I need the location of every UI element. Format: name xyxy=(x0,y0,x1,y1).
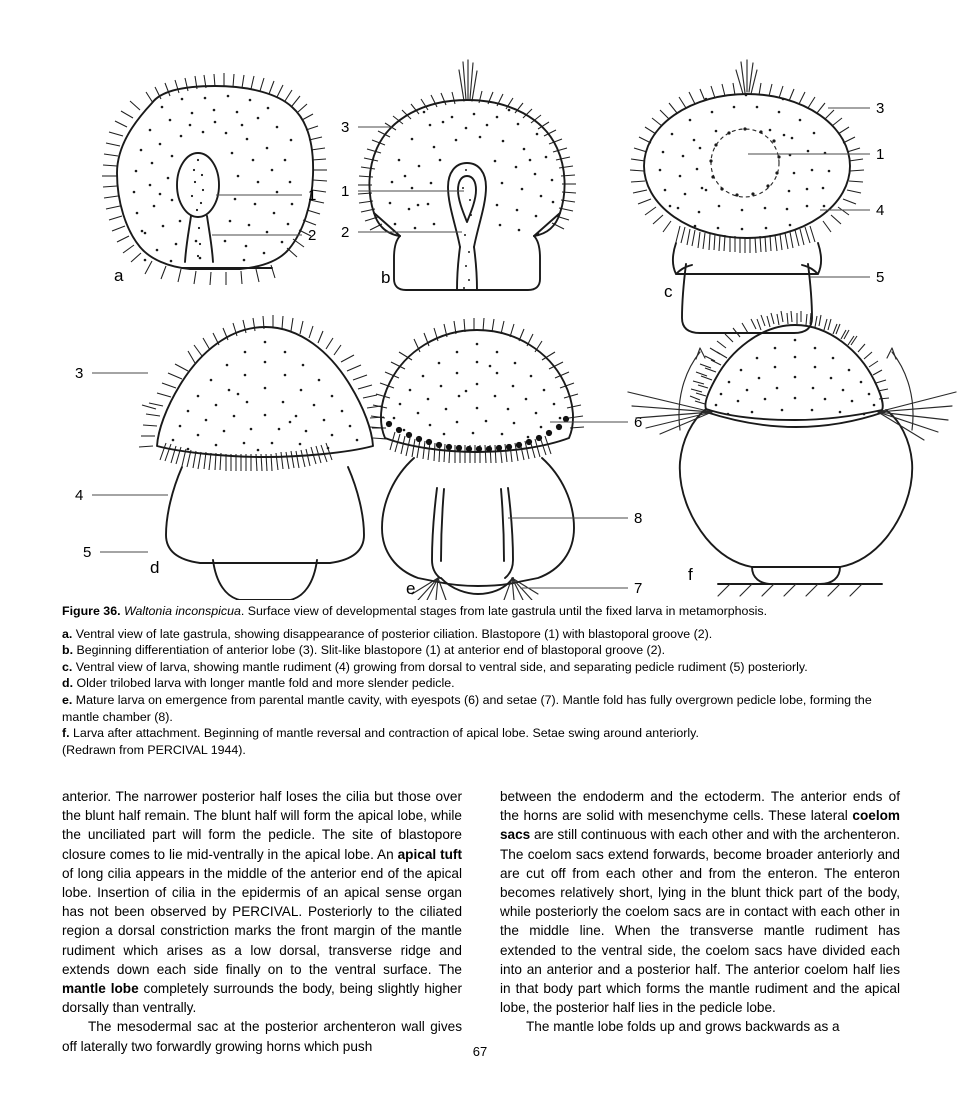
emphasis-term: mantle lobe xyxy=(62,981,139,997)
mantle-fold-d xyxy=(166,467,364,563)
callout-e-6: 6 xyxy=(634,414,643,431)
panel-letter-e: e xyxy=(406,579,416,598)
stipple-texture-d xyxy=(172,341,359,452)
cilia-fringe-b xyxy=(358,91,576,230)
blastopore-a xyxy=(177,153,219,217)
pedicle-shoulder-left-c xyxy=(676,265,692,274)
blastoporal-groove-b xyxy=(457,247,477,290)
caption-text-c: Ventral view of larva, showing mantle rudiment (4) growing from dorsal to ventral side, and separating pedicle rudiment (5) posteriorly. xyxy=(75,659,808,674)
pedicle-shoulder-right-c xyxy=(802,265,818,274)
blastopore-inner-slit-b xyxy=(458,176,476,222)
cilia-fringe-a xyxy=(102,73,327,285)
emphasis-term: apical tuft xyxy=(397,846,462,862)
panel-letter-b: b xyxy=(381,268,391,287)
gastrula-outline-a xyxy=(117,86,313,269)
caption-line-b xyxy=(62,642,900,659)
figure-panel-a xyxy=(102,73,327,285)
callout-b-2: 2 xyxy=(341,224,350,241)
caption-text-d: Older trilobed larva with longer mantle fold and more slender pedicle. xyxy=(76,676,455,691)
caption-line-e xyxy=(62,692,900,725)
body-paragraph xyxy=(500,1017,900,1036)
caption-text-b: Beginning differentiation of anterior lobe (3). Slit-like blastopore (1) at anterior end of blastoporal groove (2). xyxy=(76,643,666,658)
pedicle-lobe-inner-right-e xyxy=(505,488,513,578)
callout-d-3: 3 xyxy=(75,365,84,382)
panel-letter-a: a xyxy=(114,266,124,285)
figure-species: Waltonia inconspicua xyxy=(123,604,241,618)
figure-number: Figure 36. xyxy=(62,604,121,618)
body-paragraph xyxy=(500,787,900,1017)
mantle-rudiment-c xyxy=(673,243,821,274)
figure-panel-d xyxy=(75,315,387,600)
body-column-right xyxy=(500,787,900,1056)
caption-label-c: c. xyxy=(62,659,73,674)
callout-d-5: 5 xyxy=(83,544,92,561)
blastoporal-groove-a xyxy=(185,216,213,262)
figure-panel-f xyxy=(628,311,956,596)
attachment-disc-f xyxy=(752,567,840,584)
panel-letter-c: c xyxy=(664,282,673,301)
posterior-body-b xyxy=(394,236,540,290)
caption-text-e: Mature larva on emergence from parental mantle cavity, with eyespots (6) and setae (7). Mantle fold has fully overgrown pedicle lobe, forming the mantle chamber (8). xyxy=(62,692,872,724)
caption-label-e: e. xyxy=(62,692,73,707)
stipple-texture-c xyxy=(659,94,831,231)
body-run: of long cilia appears in the middle of the anterior end of the apical lobe. Insertion of cilia in the epidermis of an apical sense organ has not been observed by PERCIVAL. Posteriorly to the ciliated region a dorsal constriction marks the front margin of the mantle rudiment which arises as a low dorsal, transverse ridge and extends down each side finally on to the ventral surface. The xyxy=(62,865,462,977)
page-number: 67 xyxy=(472,1044,488,1059)
caption-source-note: (Redrawn from PERCIVAL 1944). xyxy=(62,742,246,757)
pedicle-lobe-inner-left2-e xyxy=(441,489,444,561)
body-run: between the endoderm and the ectoderm. The anterior ends of the horns are solid with mesenchyme cells. These lateral xyxy=(500,789,900,824)
caption-label-a: a. xyxy=(62,626,73,641)
figure-panel-e xyxy=(370,318,642,600)
setae-right-f xyxy=(878,392,956,440)
apical-lobe-outline-d xyxy=(157,327,373,457)
callout-a-1: 1 xyxy=(308,187,317,204)
pedicle-lobe-inner-right2-e xyxy=(501,489,504,561)
figure-title-rest: . Surface view of developmental stages from late gastrula until the fixed larva in metamorphosis. xyxy=(240,604,768,618)
stipple-texture-e xyxy=(393,343,562,440)
caption-line-c xyxy=(62,659,900,676)
caption-label-b: b. xyxy=(62,643,74,658)
callout-e-8: 8 xyxy=(634,510,643,527)
body-run: The mesodermal sac at the posterior archenteron wall gives off laterally two forwardly growing horns which push xyxy=(62,1019,462,1054)
body-paragraph xyxy=(62,787,462,1017)
substrate-hatching-f xyxy=(718,584,862,596)
emphasis-term: coelom sacs xyxy=(500,808,900,843)
callout-c-3: 3 xyxy=(876,100,885,117)
callout-a-2: 2 xyxy=(308,227,317,244)
body-run: are still continuous with each other and with the archenteron. The coelom sacs extend forwards, become broader anteriorly and are cut off from each other and from the enteron. The enteron becomes relatively short, lying in the blunt thick part of the body, while posteriorly the coelom sacs are in contact with each other in the middle line. When the transverse mantle rudiment has extended to the ventral side, the coelom sacs have divided each into an anterior and a posterior half. The anterior coelom half lies in that body part which forms the mantle rudiment and the apical lobe, the posterior half lies in the pedicle lobe. xyxy=(500,827,900,1016)
caption-text-a: Ventral view of late gastrula, showing disappearance of posterior ciliation. Blastopore (1) with blastoporal groove (2). xyxy=(75,626,713,641)
pedicle-d xyxy=(213,560,317,600)
callout-e-7: 7 xyxy=(634,580,643,597)
groove-stipple-b xyxy=(462,169,472,289)
callout-c-5: 5 xyxy=(876,269,885,286)
apical-lobe-outline-c xyxy=(644,94,850,238)
callout-c-1: 1 xyxy=(876,146,885,163)
callout-c-4: 4 xyxy=(876,202,885,219)
caption-title-line xyxy=(62,603,900,620)
caption-text-f: Larva after attachment. Beginning of mantle reversal and contraction of apical lobe. Setae swing around anteriorly. xyxy=(73,726,699,741)
body-run: anterior. The narrower posterior half loses the cilia but those over the blunt half remain. The blunt half will form the apical lobe, while the unciliated part will form the pedicle. The site of blastopore closure comes to lie mid-ventrally in the apical lobe. An xyxy=(62,789,462,862)
body-run: completely surrounds the body, being slightly higher dorsally than ventrally. xyxy=(62,981,462,1016)
body-text-columns xyxy=(62,787,900,1056)
stipple-texture-b xyxy=(389,109,555,236)
figure-panel-b xyxy=(341,60,576,290)
caption-line-a xyxy=(62,626,900,643)
figure-caption xyxy=(62,603,900,758)
stipple-texture-a xyxy=(133,95,294,263)
apical-tuft-c xyxy=(736,60,757,94)
body-run: The mantle lobe folds up and grows backwards as a xyxy=(526,1019,840,1035)
pedicle-lobe-inner-left-e xyxy=(432,488,440,578)
figure-panel-c xyxy=(630,60,884,333)
blastopore-ring-dots-c xyxy=(709,127,780,196)
blastopore-stipple-a xyxy=(191,159,204,257)
mantle-chamber-outline-e xyxy=(382,458,574,582)
panel-letter-f: f xyxy=(688,565,693,584)
caption-line-d xyxy=(62,675,900,692)
caption-label-d: d. xyxy=(62,676,74,691)
apical-tuft-b xyxy=(459,60,477,101)
caption-line-f xyxy=(62,725,900,742)
body-column-left xyxy=(62,787,462,1056)
cilia-fringe-e xyxy=(370,318,584,463)
callout-d-4: 4 xyxy=(75,487,84,504)
callout-b-3: 3 xyxy=(341,119,350,136)
callout-b-1: 1 xyxy=(341,183,350,200)
mantle-body-f xyxy=(680,409,912,567)
panel-letter-d: d xyxy=(150,558,160,577)
caption-label-f: f. xyxy=(62,726,70,741)
